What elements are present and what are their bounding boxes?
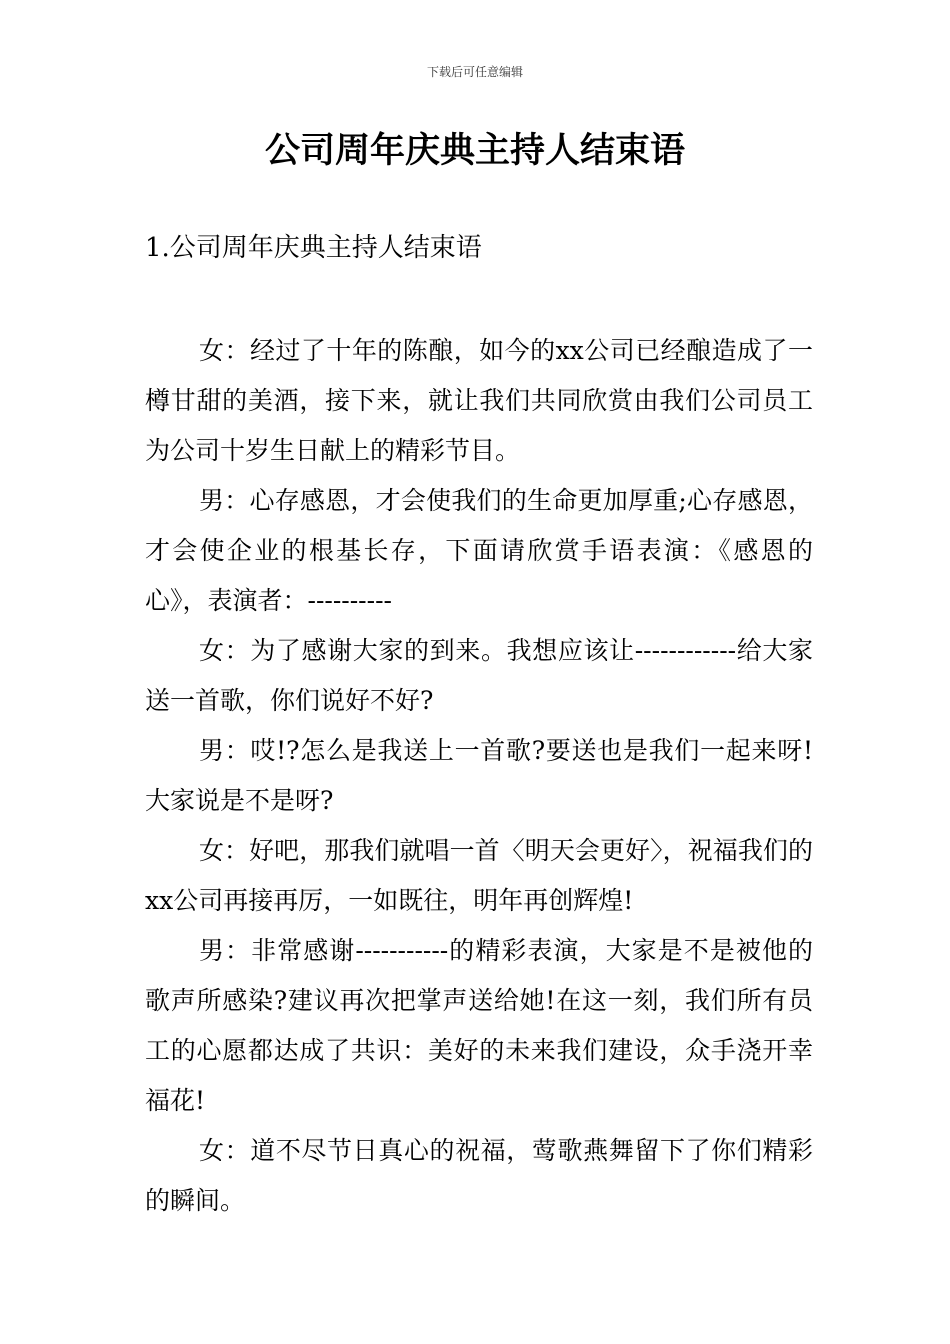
paragraph: 女：经过了十年的陈酿，如今的xx公司已经酿造成了一樽甘甜的美酒，接下来，就让我们共同欣赏由我们公司员工为公司十岁生日献上的精彩节目。 [145,336,813,465]
document-title: 公司周年庆典主持人结束语 [264,131,685,171]
header-note: 下载后可任意编辑 [426,65,523,79]
paragraph: 男：哎!?怎么是我送上一首歌?要送也是我们一起来呀!大家说是不是呀? [145,736,813,815]
paragraph: 男：心存感恩，才会使我们的生命更加厚重;心存感恩，才会使企业的根基长存，下面请欣赏手语表演：《感恩的心》，表演者：---------- [145,486,813,615]
paragraph: 男：非常感谢-----------的精彩表演，大家是不是被他的歌声所感染?建议再次把掌声送给她!在这一刻，我们所有员工的心愿都达成了共识：美好的未来我们建设，众手浇开幸福花! [145,936,813,1115]
paragraph: 女：好吧，那我们就唱一首〈明天会更好〉，祝福我们的xx公司再接再厉，一如既往，明年再创辉煌! [145,836,813,915]
paragraph: 女：道不尽节日真心的祝福，莺歌燕舞留下了你们精彩的瞬间。 [145,1136,813,1215]
paragraph: 女：为了感谢大家的到来。我想应该让------------给大家送一首歌，你们说好不好? [145,636,813,715]
section-heading: 1.公司周年庆典主持人结束语 [145,233,482,263]
body-text [145,326,813,1226]
